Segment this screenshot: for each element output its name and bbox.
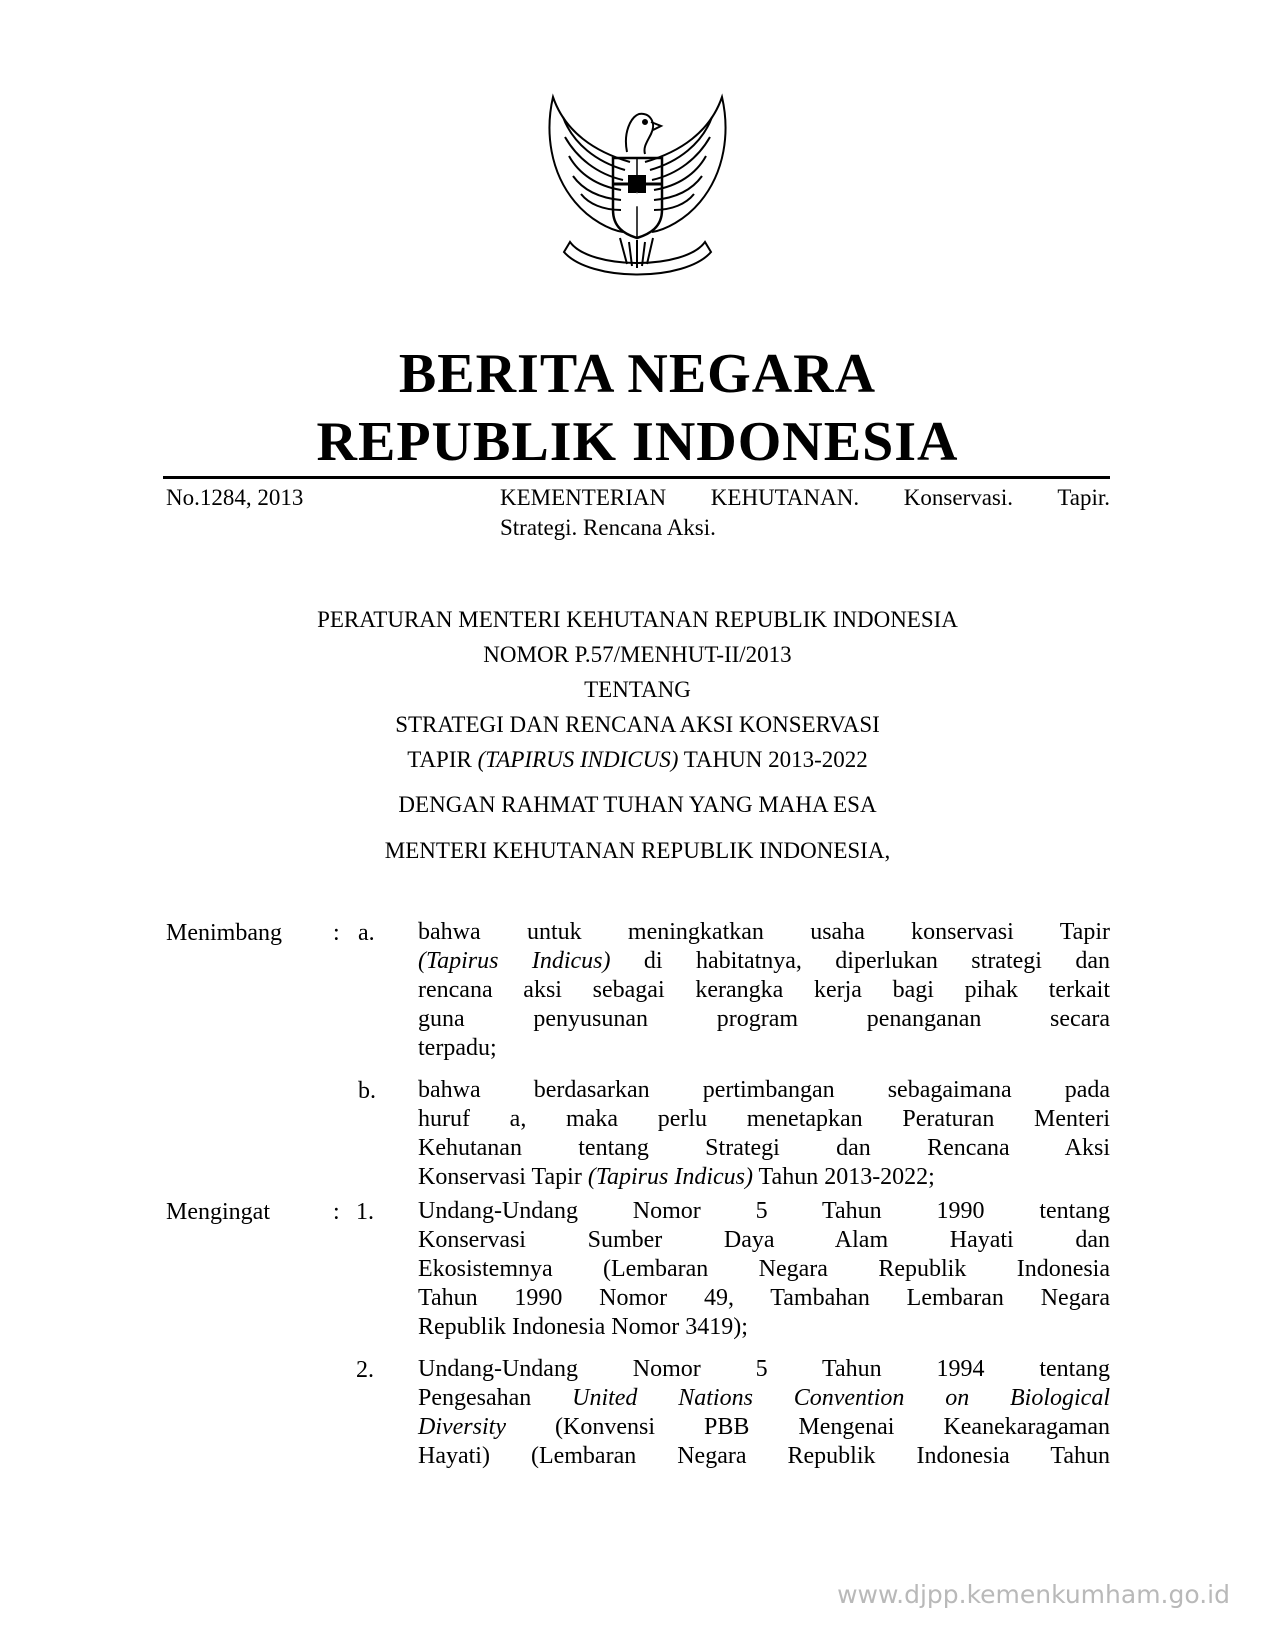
text-line [418, 1163, 1110, 1192]
mengingat-1-text [418, 1197, 1110, 1342]
menimbang-a-text [418, 918, 1110, 1063]
regulation-number: NOMOR P.57/MENHUT-II/2013 [483, 642, 792, 667]
text-line: Republik Indonesia Nomor 3419); [418, 1314, 748, 1340]
text-line: Konservasi Sumber Daya Alam Hayati dan [418, 1227, 1110, 1253]
text-line [418, 1384, 1110, 1413]
text-line: bahwa untuk meningkatkan usaha konservasi Tapir [418, 919, 1110, 945]
text-span: Konservasi Tapir [418, 1164, 588, 1190]
mengingat-label: Mengingat [166, 1199, 270, 1225]
issue-subject-line2: Strategi. Rencana Aksi. [500, 515, 716, 540]
text-line: guna penyusunan program penanganan secara [418, 1006, 1110, 1032]
menimbang-a-marker: a. [358, 920, 375, 946]
issuing-authority: MENTERI KEHUTANAN REPUBLIK INDONESIA, [384, 838, 891, 863]
menimbang-b-text [418, 1076, 1110, 1192]
subject-species: (TAPIRUS INDICUS) [477, 747, 679, 772]
text-span: Tahun 2013-2022; [752, 1164, 935, 1190]
menimbang-colon: : [333, 920, 340, 946]
convention-name: Diversity [418, 1414, 506, 1440]
issue-number: No.1284, 2013 [166, 485, 304, 510]
issue-subject [500, 483, 1110, 543]
watermark-link[interactable]: www.djpp.kemenkumham.go.id [837, 1580, 1230, 1609]
text-line: Kehutanan tentang Strategi dan Rencana Aksi [418, 1135, 1110, 1161]
regulation-about: TENTANG [584, 677, 691, 702]
masthead-title-line1: BERITA NEGARA [398, 343, 877, 405]
header-divider [163, 476, 1110, 479]
mengingat-2-marker: 2. [356, 1357, 374, 1383]
text-line: rencana aksi sebagai kerangka kerja bagi pihak terkait [418, 977, 1110, 1003]
masthead-title-line2: REPUBLIK INDONESIA [316, 411, 959, 473]
regulation-subject-line2 [0, 745, 1275, 775]
menimbang-label: Menimbang [166, 920, 282, 946]
subject-years: TAHUN 2013-2022 [678, 747, 868, 772]
regulation-title: PERATURAN MENTERI KEHUTANAN REPUBLIK INDONESIA [317, 607, 958, 632]
issue-subject-line1: KEMENTERIAN KEHUTANAN. Konservasi. Tapir. [500, 485, 1110, 510]
convention-name: United Nations Convention on Biological [572, 1385, 1110, 1411]
text-span: di habitatnya, diperlukan strategi dan [610, 948, 1110, 974]
mengingat-2-text [418, 1355, 1110, 1471]
text-line: huruf a, maka perlu menetapkan Peraturan Menteri [418, 1106, 1110, 1132]
text-line: Undang-Undang Nomor 5 Tahun 1994 tentang [418, 1356, 1110, 1382]
invocation: DENGAN RAHMAT TUHAN YANG MAHA ESA [398, 792, 877, 817]
text-line: Ekosistemnya (Lembaran Negara Republik Indonesia [418, 1256, 1110, 1282]
garuda-pancasila-emblem-icon [535, 92, 740, 292]
text-line: Tahun 1990 Nomor 49, Tambahan Lembaran Negara [418, 1285, 1110, 1311]
mengingat-1-marker: 1. [356, 1199, 374, 1225]
menimbang-b-marker: b. [358, 1078, 376, 1104]
regulation-subject-line1: STRATEGI DAN RENCANA AKSI KONSERVASI [395, 712, 880, 737]
text-line [418, 947, 1110, 976]
text-line: terpadu; [418, 1035, 497, 1061]
mengingat-colon: : [333, 1199, 340, 1225]
text-span: (Konvensi PBB Mengenai Keanekaragaman [505, 1414, 1110, 1440]
species-name: (Tapirus Indicus) [587, 1164, 753, 1190]
text-span: Pengesahan [418, 1385, 573, 1411]
text-line [418, 1413, 1110, 1442]
text-line: Hayati) (Lembaran Negara Republik Indonesia Tahun [418, 1443, 1110, 1469]
subject-text: TAPIR [407, 747, 478, 772]
text-line: Undang-Undang Nomor 5 Tahun 1990 tentang [418, 1198, 1110, 1224]
species-name: (Tapirus Indicus) [418, 948, 611, 974]
text-line: bahwa berdasarkan pertimbangan sebagaimana pada [418, 1077, 1110, 1103]
